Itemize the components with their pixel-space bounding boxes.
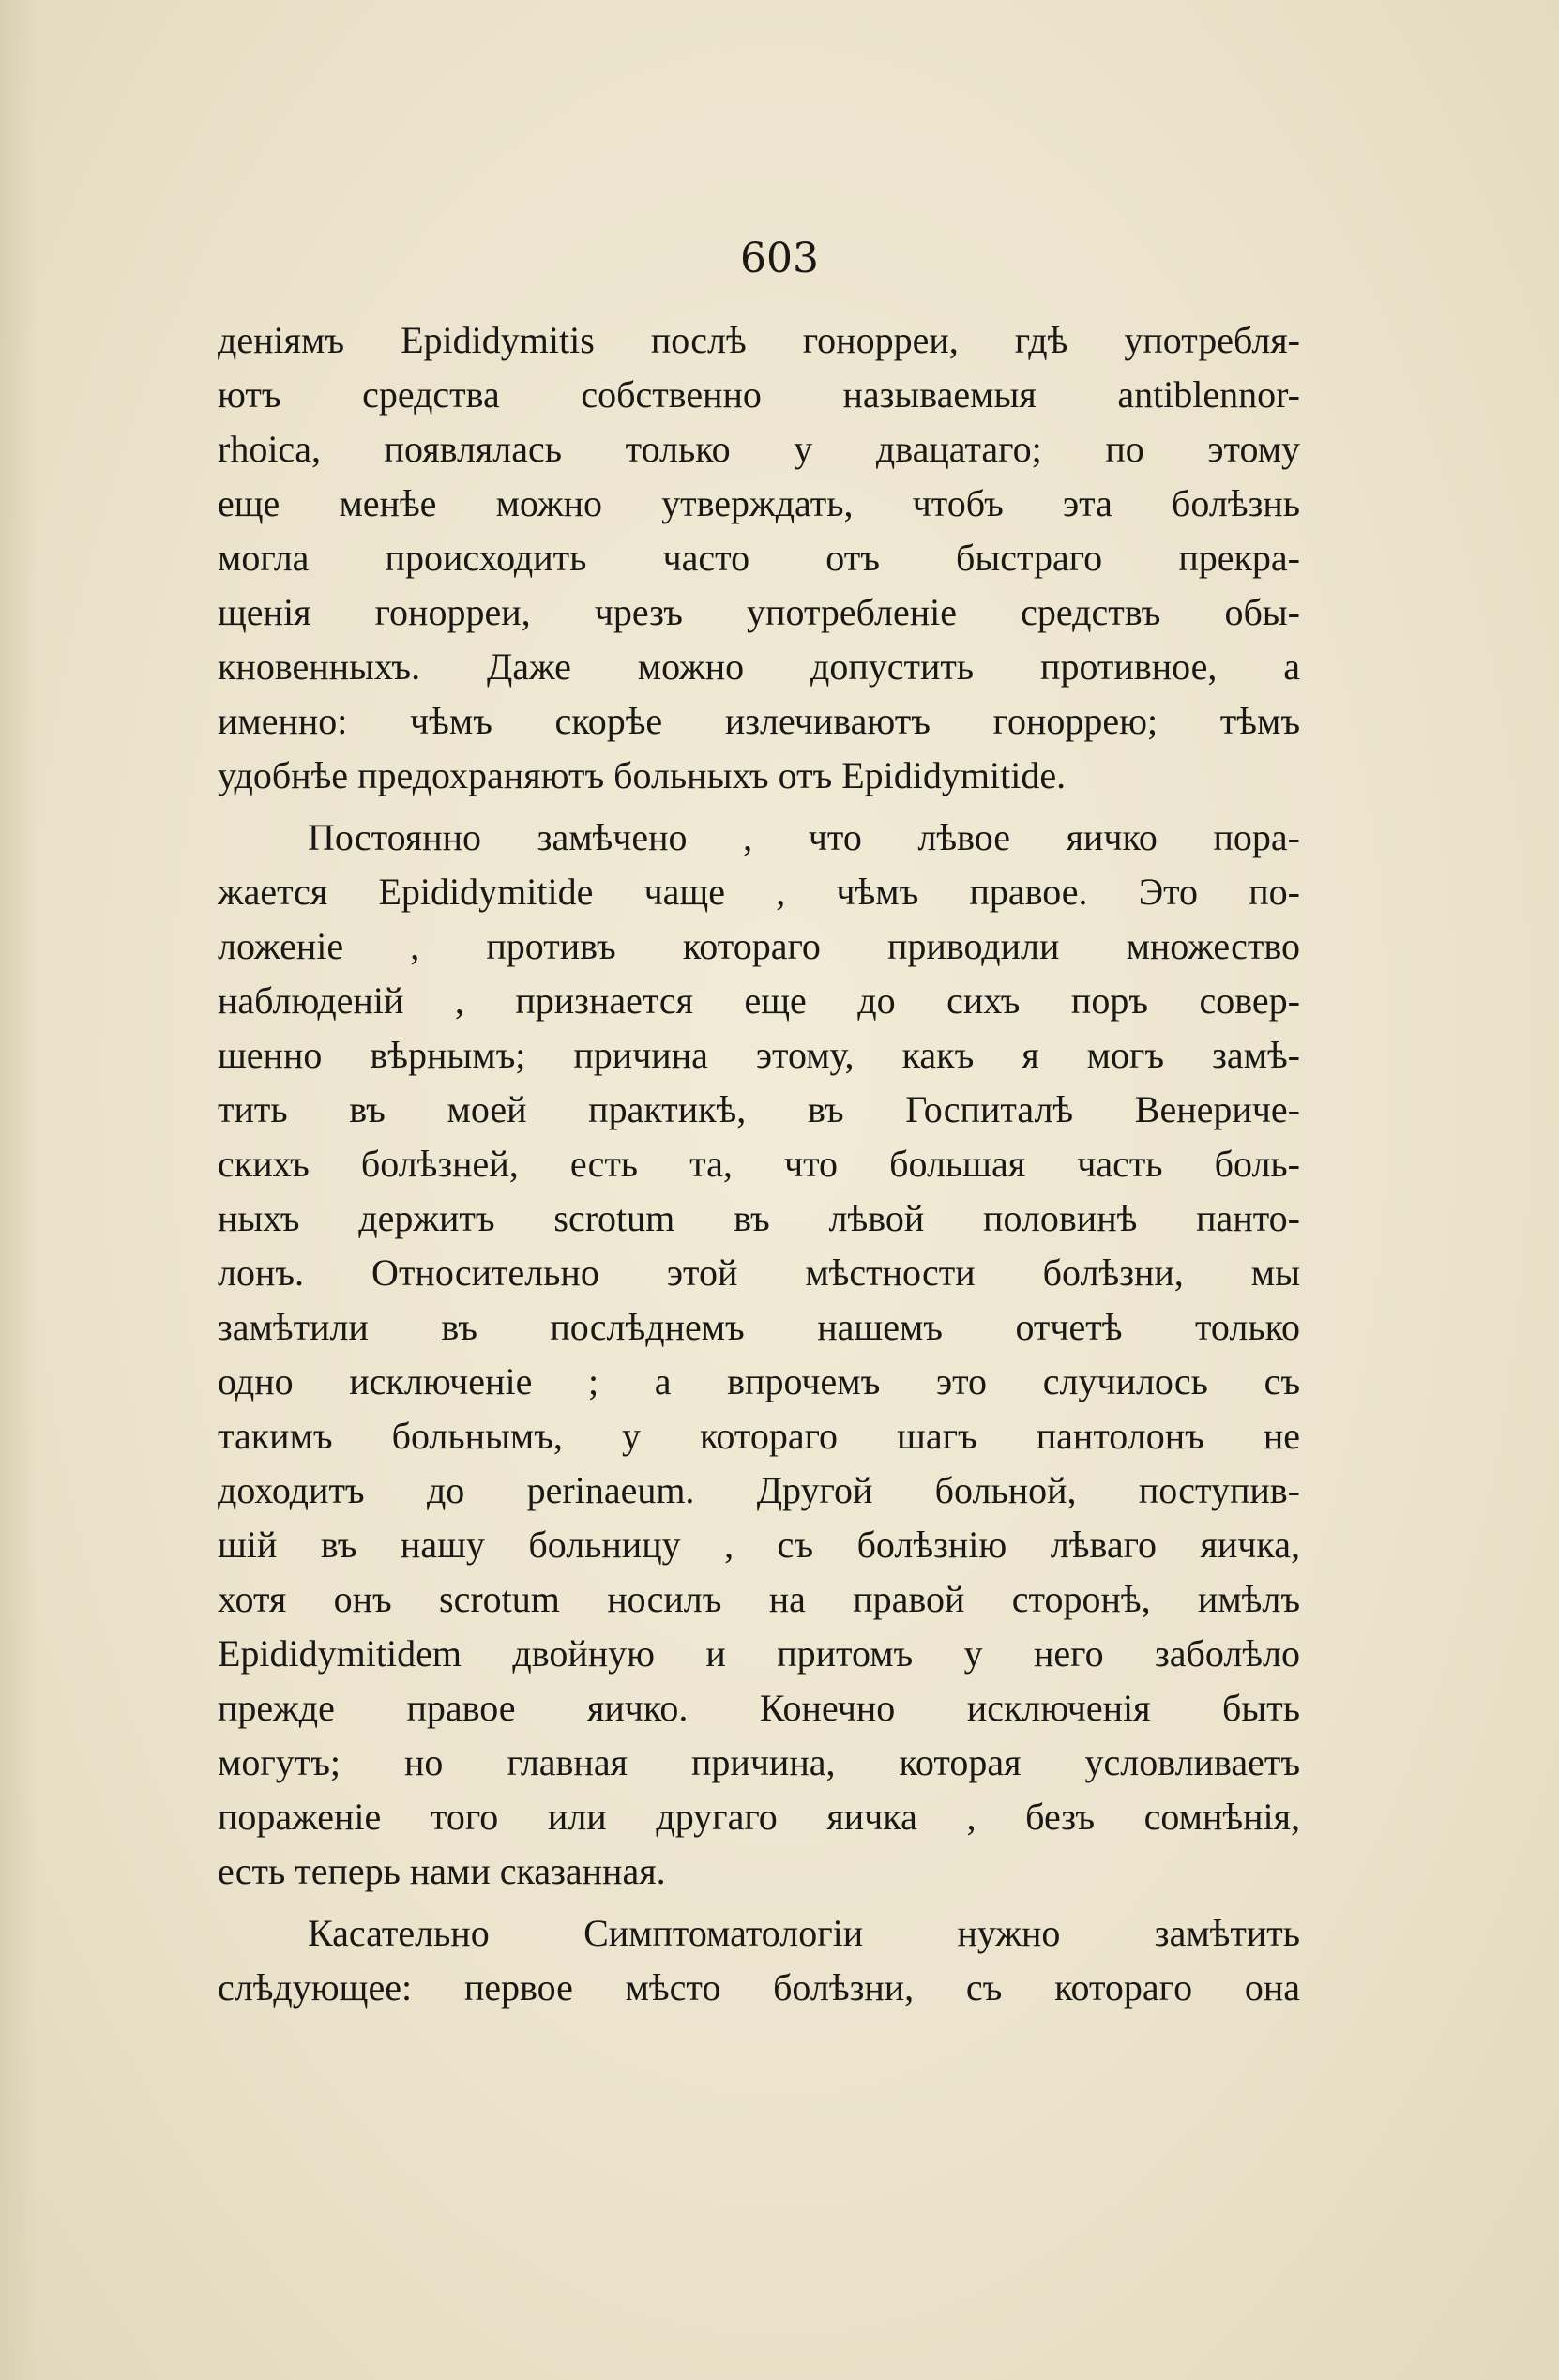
text-line: еще менѣе можно утверждать, чтобъ эта болѣзнь	[218, 482, 1300, 524]
text-line: деніямъ Epididymitis послѣ гонорреи, гдѣ употребля-	[218, 319, 1300, 361]
text-line: ныхъ держитъ scrotum въ лѣвой половинѣ панто-	[218, 1197, 1300, 1239]
text-line: Постоянно замѣчено , что лѣвое яичко пора-	[308, 816, 1300, 858]
text-line: наблюденій , признается еще до сихъ поръ совер-	[218, 979, 1300, 1022]
text-line: лонъ. Относительно этой мѣстности болѣзни, мы	[218, 1251, 1300, 1294]
text-line: кновенныхъ. Даже можно допустить противное, а	[218, 645, 1300, 688]
text-line: одно исключеніе ; а впрочемъ это случилось съ	[218, 1360, 1300, 1402]
text-line: замѣтили въ послѣднемъ нашемъ отчетѣ только	[218, 1306, 1300, 1348]
page-number: 603	[740, 235, 819, 282]
body-text	[218, 313, 1300, 2015]
text-line: удобнѣе предохраняютъ больныхъ отъ Epididymitide.	[218, 754, 1067, 796]
text-line: Касательно Симптоматологіи нужно замѣтить	[308, 1912, 1300, 1954]
text-line: слѣдующее: первое мѣсто болѣзни, съ котораго она	[218, 1966, 1300, 2009]
text-line: могла происходить часто отъ быстраго прекра-	[218, 537, 1300, 579]
text-line: шій въ нашу больницу , съ болѣзнію лѣваго яичка,	[218, 1524, 1300, 1566]
text-line: именно: чѣмъ скорѣе излечиваютъ гоноррею; тѣмъ	[218, 700, 1300, 742]
text-line: ложеніе , противъ котораго приводили множество	[218, 925, 1300, 967]
text-line: ютъ средства собственно называемыя antiblennor-	[218, 373, 1300, 416]
text-line: щенія гонорреи, чрезъ употребленіе средствъ обы-	[218, 591, 1300, 633]
text-line: такимъ больнымъ, у котораго шагъ пантолонъ не	[218, 1415, 1300, 1457]
text-line: Epididymitidem двойную и притомъ у него заболѣло	[218, 1632, 1300, 1675]
text-line: пораженіе того или другаго яичка , безъ сомнѣнія,	[218, 1796, 1300, 1838]
paragraph-2	[218, 811, 1300, 1899]
text-line: скихъ болѣзней, есть та, что большая часть боль-	[218, 1143, 1300, 1185]
text-line: прежде правое яичко. Конечно исключенія быть	[218, 1687, 1300, 1729]
text-line: rhoica, появлялась только у двацатаго; по этому	[218, 428, 1300, 470]
text-line: есть теперь нами сказанная.	[218, 1850, 666, 1892]
paragraph-1	[218, 313, 1300, 803]
text-line: хотя онъ scrotum носилъ на правой сторонѣ, имѣлъ	[218, 1578, 1300, 1620]
text-line: жается Epididymitide чаще , чѣмъ правое. Это по-	[218, 871, 1300, 913]
paragraph-3	[218, 1906, 1300, 2015]
binding-shadow	[0, 0, 38, 2380]
text-line: доходитъ до perinaeum. Другой больной, поступив-	[218, 1469, 1300, 1511]
text-line: тить въ моей практикѣ, въ Госпиталѣ Венериче-	[218, 1088, 1300, 1130]
text-line: шенно вѣрнымъ; причина этому, какъ я могъ замѣ-	[218, 1034, 1300, 1076]
text-line: могутъ; но главная причина, которая условливаетъ	[218, 1741, 1300, 1783]
